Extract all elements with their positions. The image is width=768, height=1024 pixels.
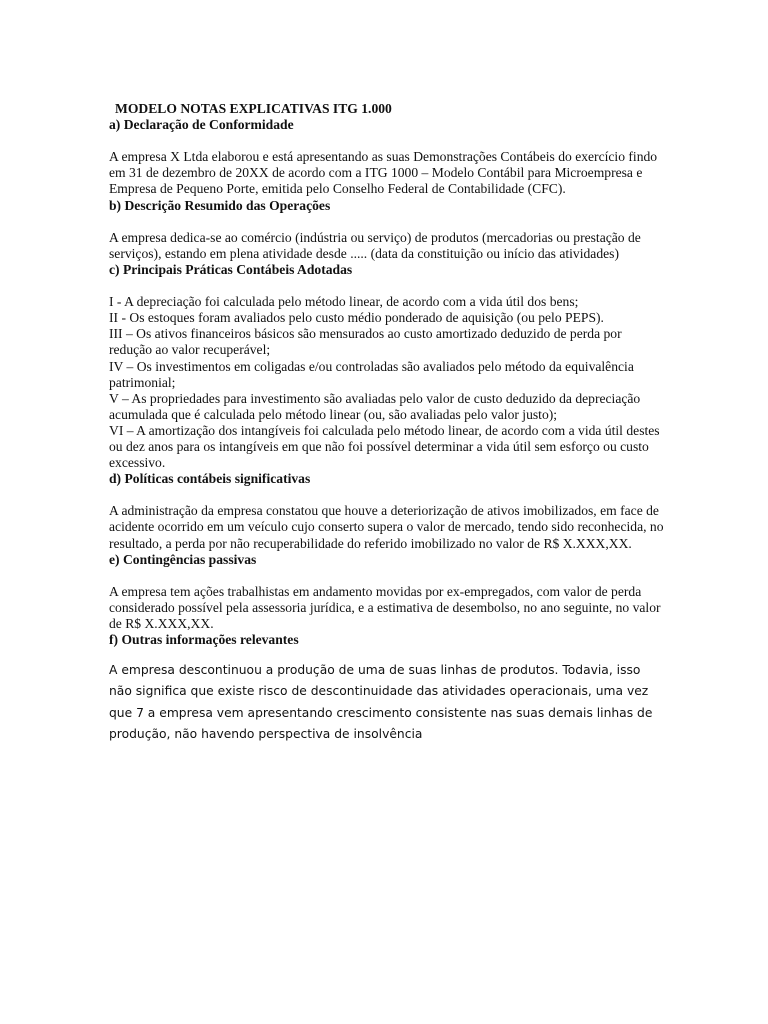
section-d-heading: d) Políticas contábeis significativas (109, 471, 311, 487)
section-f-body: A empresa descontinuou a produção de uma de suas linhas de produtos. Todavia, isso não significa que existe risco de descontinuidade das atividades operacionais, uma vez que 7 a empresa vem apresentando crescimento consistente nas suas demais linhas de produção, não havendo perspectiva de insolvência (109, 663, 653, 741)
list-item: I - A depreciação foi calculada pelo método linear, de acordo com a vida útil dos bens; (109, 294, 579, 310)
list-item: V – As propriedades para investimento são avaliadas pelo valor de custo deduzido da depreciação acumulada que é calculada pelo método linear (ou, são avaliadas pelo valor justo); (109, 390, 641, 422)
section-e-heading: e) Contingências passivas (109, 551, 257, 567)
list-item: VI – A amortização dos intangíveis foi calculada pelo método linear, de acordo com a vida útil destes ou dez anos para os intangíveis em que não foi possível determinar a vida útil sem esforço ou custo excessivo. (109, 422, 660, 471)
section-f-heading: f) Outras informações relevantes (109, 632, 299, 648)
list-item: IV – Os investimentos em coligadas e/ou controladas são avaliados pelo método da equivalência patrimonial; (109, 358, 634, 390)
section-a-heading: a) Declaração de Conformidade (109, 117, 294, 133)
section-e-body: A empresa tem ações trabalhistas em andamento movidas por ex-empregados, com valor de perda considerado possível pela assessoria jurídica, e a estimativa de desembolso, no ano seguinte, no valor de R$ X.XXX,XX. (109, 583, 661, 631)
document-page (109, 101, 665, 745)
section-b-body: A empresa dedica-se ao comércio (indústria ou serviço) de produtos (mercadorias ou prestação de serviços), estando em plena atividade desde ..... (data da constituição ou início das atividades) (109, 229, 641, 261)
document-title: MODELO NOTAS EXPLICATIVAS ITG 1.000 (115, 101, 392, 116)
list-item: III – Os ativos financeiros básicos são mensurados ao custo amortizado deduzido de perda por redução ao valor recuperável; (109, 326, 622, 358)
section-a-body: A empresa X Ltda elaborou e está apresentando as suas Demonstrações Contábeis do exercício findo em 31 de dezembro de 20XX de acordo com a ITG 1000 – Modelo Contábil para Microempresa e Empresa de Pequeno Porte, emitida pelo Conselho Federal de Contabilidade (CFC). (109, 149, 658, 197)
section-d-body: A administração da empresa constatou que houve a deteriorização de ativos imobilizados, em face de acidente ocorrido em um veículo cujo conserto supera o valor de mercado, tendo sido reconhecida, no resultado, a perda por não recuperabilidade do referido imobilizado no valor de R$ X.XXX,XX. (109, 503, 664, 551)
section-c-heading: c) Principais Práticas Contábeis Adotadas (109, 261, 353, 277)
section-c-list (109, 294, 665, 471)
list-item: II - Os estoques foram avaliados pelo custo médio ponderado de aquisição (ou pelo PEPS). (109, 310, 604, 326)
section-b-heading: b) Descrição Resumido das Operações (109, 197, 331, 213)
